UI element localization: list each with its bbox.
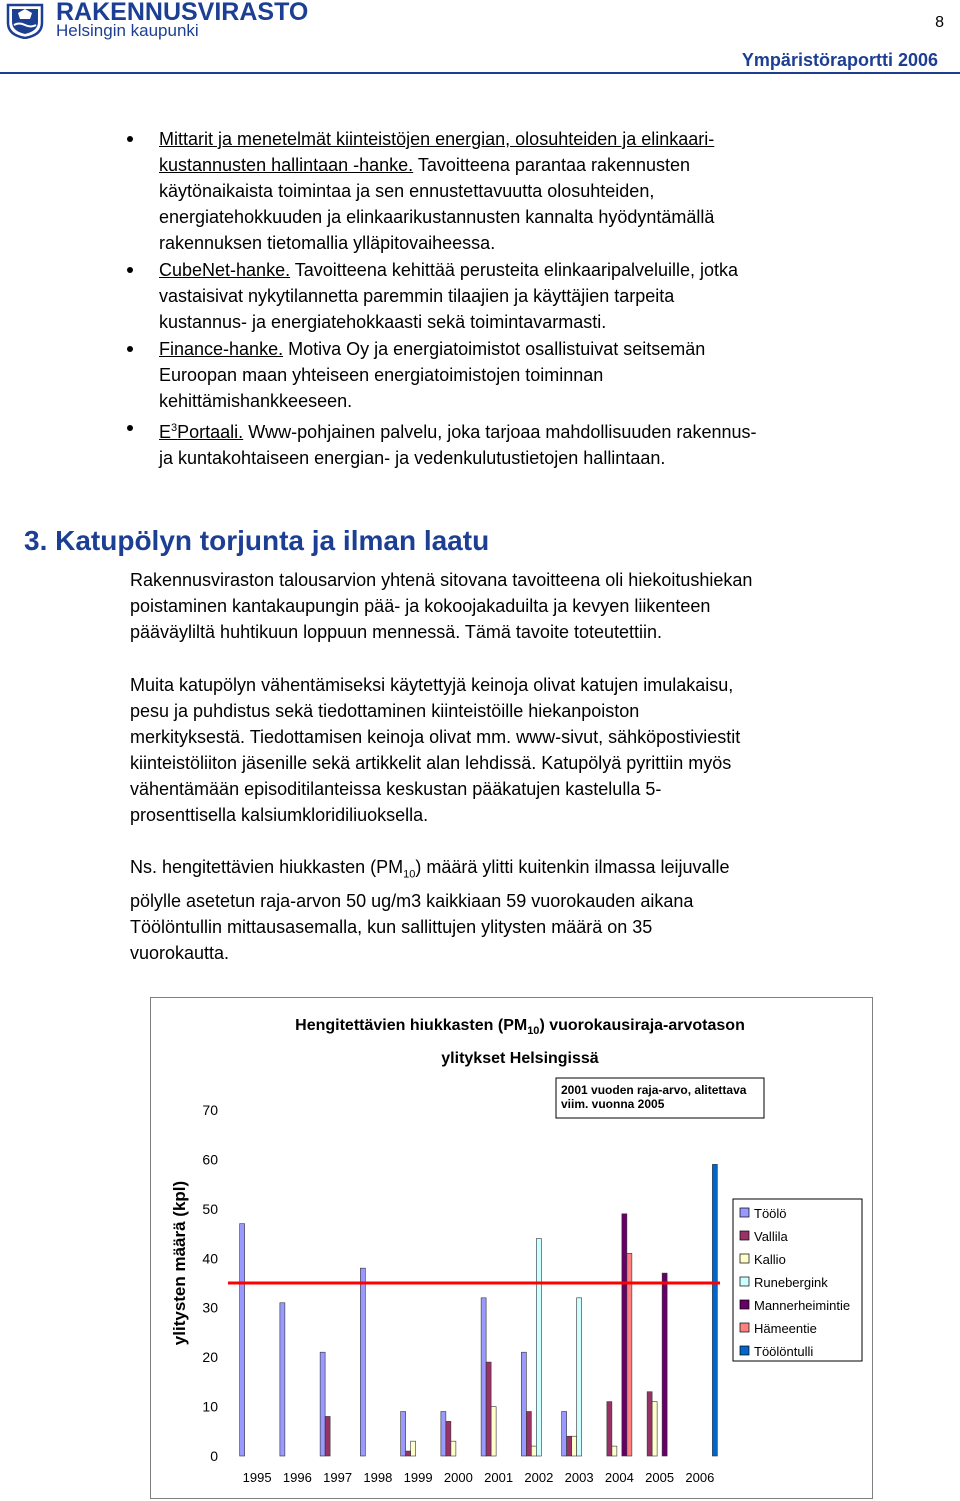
text-line: poistaminen kantakaupungin pää- ja kokoojakaduilta ja kevyen liikenteen: [130, 596, 711, 616]
bar: [562, 1412, 567, 1456]
legend-label: Hämeentie: [754, 1321, 817, 1336]
legend-swatch: [740, 1208, 749, 1217]
project-text: Www-pohjainen palvelu, joka tarjoaa mahdollisuuden rakennus-: [243, 422, 757, 442]
bar: [491, 1407, 496, 1456]
y-tick-label: 40: [202, 1250, 218, 1267]
bar: [577, 1298, 582, 1456]
annotation-text: 2001 vuoden raja-arvo, alitettava: [561, 1083, 747, 1097]
project-text: kehittämishankkeeseen.: [159, 391, 353, 411]
text-line: Rakennusviraston talousarvion yhtenä sitovana tavoitteena oli hiekoitushiekan: [130, 570, 753, 590]
text-line: pesu ja puhdistus sekä tiedottaminen kiinteistöille hiekanpoiston: [130, 701, 640, 721]
bar: [280, 1303, 285, 1456]
page-number: 8: [935, 14, 944, 31]
bar: [486, 1362, 491, 1456]
x-tick-label: 1997: [323, 1470, 353, 1485]
annotation-text: viim. vuonna 2005: [561, 1097, 665, 1111]
x-tick-label: 1995: [242, 1470, 272, 1485]
project-text: Tavoitteena kehittää perusteita elinkaaripalveluille, jotka: [290, 260, 739, 280]
project-text: käytönaikaista toimintaa ja sen ennustettavuutta olosuhteiden,: [159, 181, 655, 201]
text-line: Töölöntullin mittausasemalla, kun sallittujen ylitysten määrä on 35: [130, 916, 653, 937]
text-line: vähentämään episoditilanteissa keskustan pääkatujen kastelulla 5-: [130, 779, 662, 799]
bar: [481, 1298, 486, 1456]
report-title: Ympäristöraportti 2006: [741, 50, 938, 70]
subscript: 10: [403, 868, 416, 881]
bar: [451, 1441, 456, 1456]
project-title-cont: kustannusten hallintaan -hanke.: [159, 155, 414, 175]
chart-title-part: Hengitettävien hiukkasten (PM: [295, 1017, 528, 1034]
section-heading: 3. Katupölyn torjunta ja ilman laatu: [24, 525, 490, 556]
bar: [406, 1451, 411, 1456]
bar: [521, 1352, 526, 1456]
x-tick-label: 2001: [484, 1470, 514, 1485]
bar: [622, 1214, 627, 1456]
y-tick-label: 10: [202, 1398, 218, 1415]
text-line: ) määrä ylitti kuitenkin ilmassa leijuvalle: [415, 857, 730, 877]
legend-label: Töölö: [754, 1206, 787, 1221]
text-line: prosenttisella kalsiumkloridiliuoksella.: [130, 805, 429, 825]
bar: [647, 1392, 652, 1456]
legend-label: Kallio: [754, 1252, 786, 1267]
project-text: Tavoitteena parantaa rakennusten: [413, 155, 691, 175]
project-text: rakennuksen tietomallia ylläpitovaiheessa.: [159, 233, 496, 253]
y-axis-label: ylitysten määrä (kpl): [170, 1180, 189, 1346]
bar: [411, 1441, 416, 1456]
chart-title-sub: 10: [527, 1025, 540, 1038]
project-title: Finance-hanke.: [159, 339, 284, 359]
bar: [320, 1352, 325, 1456]
org-subtitle: Helsingin kaupunki: [56, 21, 199, 40]
bar: [712, 1164, 717, 1456]
legend-swatch: [740, 1254, 749, 1263]
bar: [662, 1273, 667, 1456]
bar: [652, 1402, 657, 1456]
text-line: vuorokautta.: [130, 942, 230, 963]
bar: [536, 1239, 541, 1456]
bar: [607, 1402, 612, 1456]
legend-swatch: [740, 1277, 749, 1286]
text-line: merkityksestä. Tiedottamisen keinoja olivat mm. www-sivut, sähköpostiviestit: [130, 727, 741, 747]
y-tick-label: 50: [202, 1200, 218, 1217]
y-tick-label: 30: [202, 1299, 218, 1316]
x-tick-label: 2003: [564, 1470, 594, 1485]
bar: [567, 1436, 572, 1456]
legend-swatch: [740, 1346, 749, 1355]
chart-title-line2: ylitykset Helsingissä: [441, 1050, 599, 1068]
project-title: Mittarit ja menetelmät kiinteistöjen energian, olosuhteiden ja elinkaari-: [159, 129, 715, 149]
bar: [612, 1446, 617, 1456]
text-line: pääväyliltä huhtikuun loppuun mennessä. Tämä tavoite toteutettiin.: [130, 622, 663, 642]
project-title: CubeNet-hanke.: [159, 260, 291, 280]
project-title-part: Portaali.: [177, 422, 244, 442]
text-line: pölylle asetetun raja-arvon 50 ug/m3 kaikkiaan 59 vuorokauden aikana: [130, 890, 694, 911]
y-tick-label: 20: [202, 1349, 218, 1366]
y-tick-label: 60: [202, 1151, 218, 1168]
x-tick-label: 1996: [282, 1470, 312, 1485]
bar: [360, 1268, 365, 1456]
text-line: Ns. hengitettävien hiukkasten (PM: [130, 857, 404, 877]
project-text: ja kuntakohtaiseen energian- ja vedenkulutustietojen hallintaan.: [159, 448, 666, 468]
org-name: RAKENNUSVIRASTO: [56, 0, 309, 26]
project-text: vastaisivat nykytilannetta paremmin tilaajien ja käyttäjien tarpeita: [159, 286, 675, 306]
legend-swatch: [740, 1300, 749, 1309]
project-title-part: E: [159, 422, 172, 442]
x-tick-label: 1998: [363, 1470, 393, 1485]
bar: [325, 1416, 330, 1456]
x-tick-label: 2005: [645, 1470, 675, 1485]
text-line: Muita katupölyn vähentämiseksi käytettyjä keinoja olivat katujen imulakaisu,: [130, 675, 734, 695]
bar: [446, 1421, 451, 1456]
project-text: energiatehokkuuden ja elinkaarikustannusten kannalta hyödyntämällä: [159, 207, 715, 227]
chart-title-part: ) vuorokausiraja-arvotason: [539, 1017, 745, 1034]
x-tick-label: 2000: [443, 1470, 473, 1485]
legend-label: Töölöntulli: [754, 1344, 814, 1359]
bar: [401, 1412, 406, 1456]
project-text: kustannus- ja energiatehokkaasti sekä toimintavarmasti.: [159, 312, 607, 332]
y-tick-label: 0: [210, 1448, 218, 1464]
x-tick-label: 2004: [604, 1470, 634, 1485]
bar: [240, 1224, 245, 1456]
legend-label: Vallila: [754, 1229, 788, 1244]
x-tick-label: 1999: [403, 1470, 433, 1485]
project-text: Euroopan maan yhteiseen energiatoimistojen toiminnan: [159, 365, 604, 385]
legend-swatch: [740, 1323, 749, 1332]
bar: [441, 1412, 446, 1456]
bar: [531, 1446, 536, 1456]
legend-swatch: [740, 1231, 749, 1240]
x-tick-label: 2002: [524, 1470, 554, 1485]
project-text: Motiva Oy ja energiatoimistot osallistuivat seitsemän: [283, 339, 706, 359]
project-title-sup: 3: [171, 422, 178, 434]
bar: [572, 1436, 577, 1456]
y-tick-label: 70: [202, 1102, 218, 1118]
legend-label: Runebergink: [754, 1275, 828, 1290]
text-line: kiinteistöliiton jäsenille sekä artikkelit alan lehdissä. Katupölyä pyrittiin myös: [130, 753, 732, 773]
bar: [526, 1412, 531, 1456]
x-tick-label: 2006: [685, 1470, 715, 1485]
legend-label: Mannerheimintie: [754, 1298, 851, 1313]
